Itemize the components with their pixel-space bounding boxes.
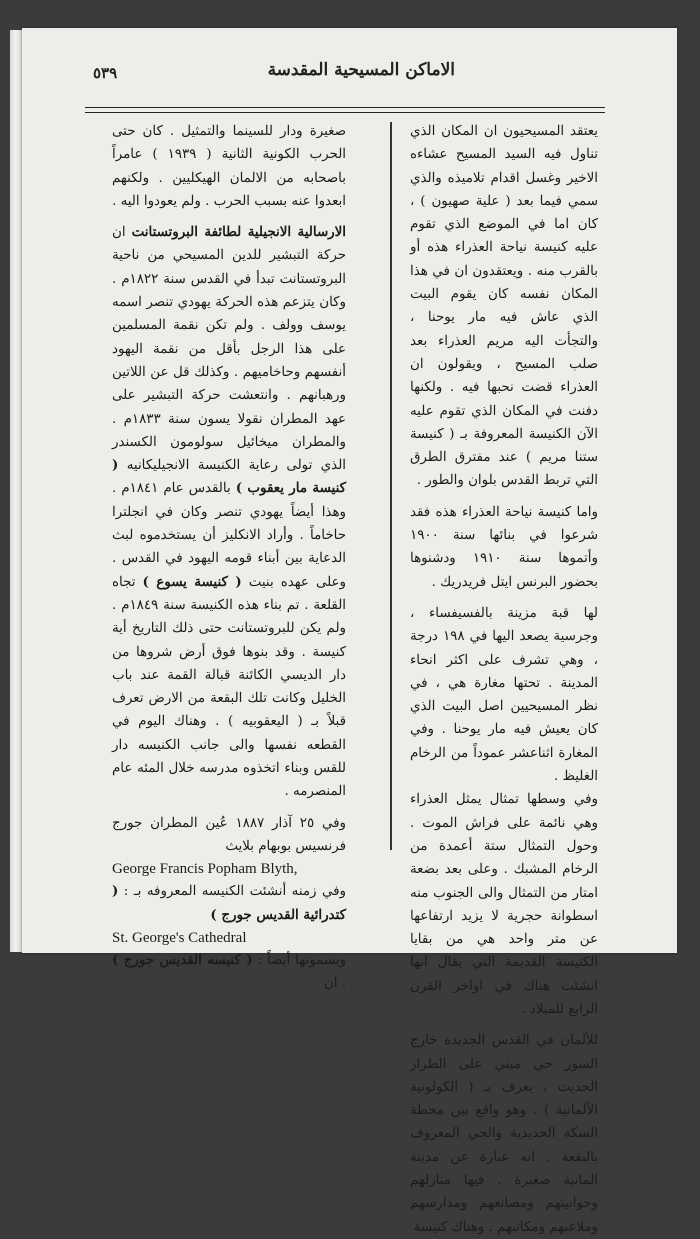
latin-name: George Francis Popham Blyth,	[112, 861, 298, 878]
left-column	[112, 120, 346, 995]
church-name: ( كنيسة يسوع )	[142, 573, 242, 590]
header-rule	[85, 107, 605, 113]
paragraph-text: . ان	[323, 976, 346, 992]
page-header	[85, 60, 605, 90]
paragraph: يعتقد المسيحيون ان المكان الذي تناول فيه السيد المسيح عشاءه الاخير وغسل اقدام تلاميذه والذي سمي فيما بعد ( علية صهيون ) ، كان اما في الموضع الذي تقوم عليه كنيسة نياحة العذراء هذه أو بالقرب منه . ويعتقدون ان في هذا المكان نفسه كان يقوم البيت الذي عاش فيه مار يوحنا ، والتجأت اليه مريم العذراء بعد صلب المسيح ، ويقولون ان العذراء قضت نحبها فيه . ولكنها دفنت في المكان الذي تقوم عليه الآن الكنيسة المعروفة بـ ( كنيسة ستنا مريم ) عند مفترق الطرق التي تربط القدس بلوان والطور .	[410, 124, 598, 489]
church-name: ( كنيسة مار يعقوب )	[112, 457, 346, 497]
page-number: ٥٣٩	[93, 64, 118, 82]
paragraph-text: ويسمونها أيضاً :	[257, 952, 346, 968]
right-column	[410, 120, 598, 1239]
paragraph: صغيرة ودار للسينما والتمثيل . كان حتى الحرب الكونية الثانية ( ١٩٣٩ ) عامراً باصحابه من الالمان الهيكليين . ولكنهم ابعدوا عنه بسبب الحرب . ولم يعودوا اليه .	[112, 124, 346, 209]
latin-name: St. George's Cathedral	[112, 929, 247, 946]
paragraph: وفي ٢٥ آذار ١٨٨٧ عُين المطران جورج فرنسيس بوبهام بلايث	[112, 815, 346, 854]
paragraph	[112, 221, 346, 803]
paragraph: لها قبة مزينة بالفسيفساء ، وجرسية يصعد اليها في ١٩٨ درجة ، وهي تشرف على اكثر انحاء المدينة . تحتها مغارة هي ، في نظر المسيحيين اصل البيت الذي كان يعيش فيه مار يوحنا . وفي المغارة اثناعشر عموداً من الرخام الغليظ .	[410, 605, 598, 785]
paragraph: وفي وسطها تمثال يمثل العذراء وهي نائمة على فراش الموت . وحول التمثال ستة أعمدة من الرخام المشبك . وعلى بعد بضعة امتار من التمثال والى الجنوب منه اسطوانة حجرية لا يزيد ارتفاعها عن متر واحد هي من بقايا الكنيسة القديمة التي يقال انها انشئت هناك في اواخر القرن الرابع للميلاد .	[410, 792, 598, 1017]
paragraph-text: تجاه القلعة . تم بناء هذه الكنيسة سنة ١٨٤٩م . ولم يكن للبروتستانت حتى ذلك التاريخ أية كنيسة . وقد بنوها فوق أرض شروها من دار الديسي الكائنة قبالة القمة عند باب الخليل وكانت تلك البقعة من الارض تعرف قبلاً بـ ( اليعقوبيه ) . وهناك اليوم في القطعه نفسها والى جانب الكنيسه دار للقس وبناء اتخذوه مدرسه خلال المئه عام المنصرمه .	[112, 574, 346, 800]
paragraph	[112, 949, 346, 996]
paragraph: واما كنيسة نياحة العذراء هذه فقد شرعوا في بنائها سنة ١٩٠٠ وأتموها سنة ١٩١٠ ودشنوها بحضور البرنس ايتل فريدريك .	[410, 504, 598, 590]
paragraph	[112, 880, 346, 927]
paragraph-text: وفي زمنه أنشئت الكنيسه المعروفه بـ :	[123, 884, 346, 900]
column-divider	[390, 122, 392, 850]
section-heading: الارسالية الانجيلية لطائفة البروتستانت	[131, 224, 346, 241]
paragraph-text: ان حركة التبشير للدين المسيحي من ناحية البروتستانت تبدأ في القدس سنة ١٨٢٢م . وكان يتزعم هذه الحركة يهودي تنصر اسمه يوسف وولف . ولم تكن نقمة المسلمين على هذا الرجل بأقل من نقمة اليهود أنفسهم وحاخاميهم . وكذلك قل عن اللاتين ورهبانهم . وانتعشت حركة التبشير على عهد المطران نقولا يسون سنة ١٨٣٣م . والمطران ميخائيل سولومون الكسندر الذي تولى رعاية الكنيسة الانجيليكانيه	[112, 225, 346, 474]
paragraph: للألمان في القدس الجديدة خارج السور حي مبني على الطراز الحديث ، يعرف بـ ( الكولونية الألمانية ) . وهو واقع بين محطة السكة الحديدية والحي المعروف بالبقعة . انه عبارة عن مدينة المانية صغيرة . فيها منازلهم وحوانيتهم ومصانعهم ومدارسهم وملاعبهم ومكاتبهم . وهناك كنيسة	[410, 1033, 598, 1235]
paragraph-text: بالقدس عام ١٨٤١م . وهذا أيضاً يهودي تنصر وكان في انجلترا حاخاماً . وأراد الانكليز أن يستخدموه لبث الدعاية بين أبناء قومه اليهود في القدس . وعلى عهده بنيت	[112, 481, 346, 590]
running-title: الاماكن المسيحية المقدسة	[267, 60, 455, 80]
church-name: ( كنيسه القديس جورج )	[112, 951, 253, 968]
church-name: ( كتدرائية القديس جورج )	[112, 883, 346, 923]
